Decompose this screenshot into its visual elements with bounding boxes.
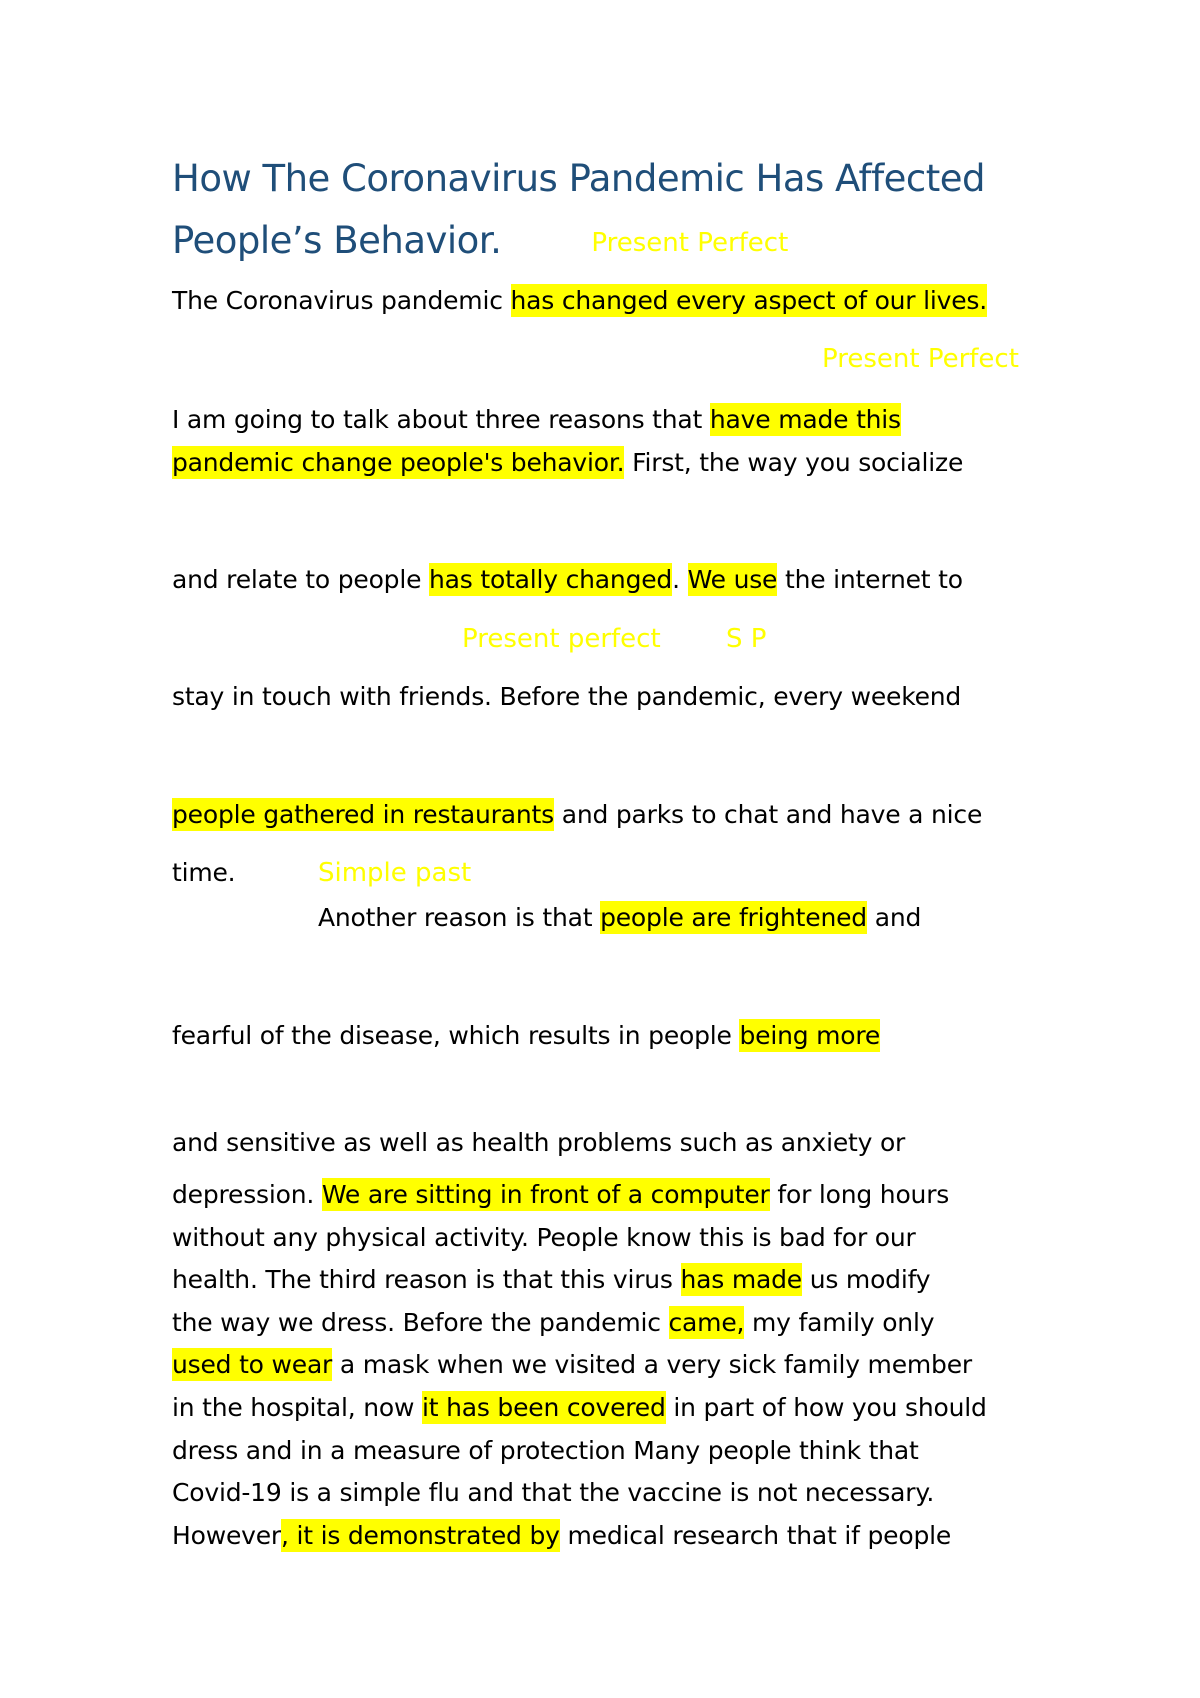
text-line-10: and sensitive as well as health problems such as anxiety or (172, 1128, 906, 1157)
highlighted-text: has totally changed (429, 565, 673, 594)
text-span: First, the way you socialize (624, 448, 964, 477)
highlighted-text: pandemic change people's behavior. (172, 448, 625, 477)
text-span: However (172, 1520, 281, 1550)
text-span: fearful of the disease, which results in people (172, 1021, 740, 1050)
text-span: in the hospital, now (172, 1392, 422, 1422)
title-line-2 (172, 210, 1072, 274)
body-paragraph (172, 1174, 1072, 1557)
text-span: The Coronavirus pandemic (172, 286, 511, 315)
highlighted-text: people gathered in restaurants (172, 800, 554, 829)
paragraph-line (172, 1387, 1072, 1430)
text-span: health. The third reason is that this virus (172, 1265, 681, 1295)
text-span: the way we dress. Before the pandemic (172, 1307, 669, 1337)
highlighted-text: being more (739, 1021, 881, 1050)
text-line-3 (172, 448, 963, 477)
paragraph-line: without any physical activity. People know this is bad for our (172, 1222, 916, 1252)
text-line-1 (172, 286, 987, 315)
paragraph-line: Covid-19 is a simple flu and that the vaccine is not necessary. (172, 1478, 935, 1508)
text-line-6 (172, 800, 982, 829)
highlighted-text: people are frightened (600, 903, 867, 932)
text-span: depression. (172, 1180, 322, 1209)
title-annotation: Present Perfect (591, 228, 789, 258)
highlighted-text: have made this (709, 405, 901, 434)
highlighted-text: has changed every aspect of our lives. (510, 286, 987, 315)
paragraph-line (172, 1302, 1072, 1345)
text-span: in part of how you should (665, 1392, 987, 1422)
paragraph-line (172, 1515, 1072, 1558)
text-line-4 (172, 565, 963, 594)
annotation-simple-past: Simple past (318, 858, 472, 888)
text-span: for long hours (769, 1180, 950, 1209)
text-span: us modify (801, 1265, 931, 1295)
text-span: a mask when we visited a very sick family member (332, 1350, 972, 1380)
highlighted-text: it has been covered (422, 1392, 666, 1422)
text-span: the internet to (777, 565, 963, 594)
annotation-present-perfect-2: Present perfect (462, 624, 661, 654)
highlighted-text: We use (687, 565, 778, 594)
highlighted-text: , it is demonstrated by (280, 1520, 560, 1550)
text-span: and parks to chat and have a nice (553, 800, 983, 829)
text-line-9 (172, 1021, 880, 1050)
paragraph-line (172, 1344, 1072, 1387)
text-span: . (672, 565, 688, 594)
annotation-simple-present: S P (726, 624, 767, 654)
text-span: medical research that if people (559, 1520, 952, 1550)
title-text-2: People’s Behavior. (172, 219, 502, 262)
document-title (172, 148, 1072, 274)
highlighted-text: used to wear (172, 1350, 333, 1380)
text-line-7: time. (172, 858, 236, 887)
highlighted-text: came, (668, 1307, 745, 1337)
text-span: and (866, 903, 922, 932)
annotation-present-perfect: Present Perfect (822, 344, 1019, 374)
highlighted-text: has made (680, 1265, 802, 1295)
text-line-2 (172, 405, 901, 434)
text-line-5: stay in touch with friends. Before the pandemic, every weekend (172, 682, 962, 711)
text-line-8 (318, 903, 921, 932)
paragraph-line (172, 1174, 1072, 1217)
title-line-1: How The Coronavirus Pandemic Has Affected (172, 157, 985, 200)
text-span: my family only (744, 1307, 935, 1337)
highlighted-text: We are sitting in front of a computer (321, 1180, 770, 1209)
paragraph-line: dress and in a measure of protection Many people think that (172, 1435, 919, 1465)
text-span: Another reason is that (318, 903, 601, 932)
text-span: and relate to people (172, 565, 430, 594)
text-span: I am going to talk about three reasons that (172, 405, 710, 434)
paragraph-line (172, 1259, 1072, 1302)
